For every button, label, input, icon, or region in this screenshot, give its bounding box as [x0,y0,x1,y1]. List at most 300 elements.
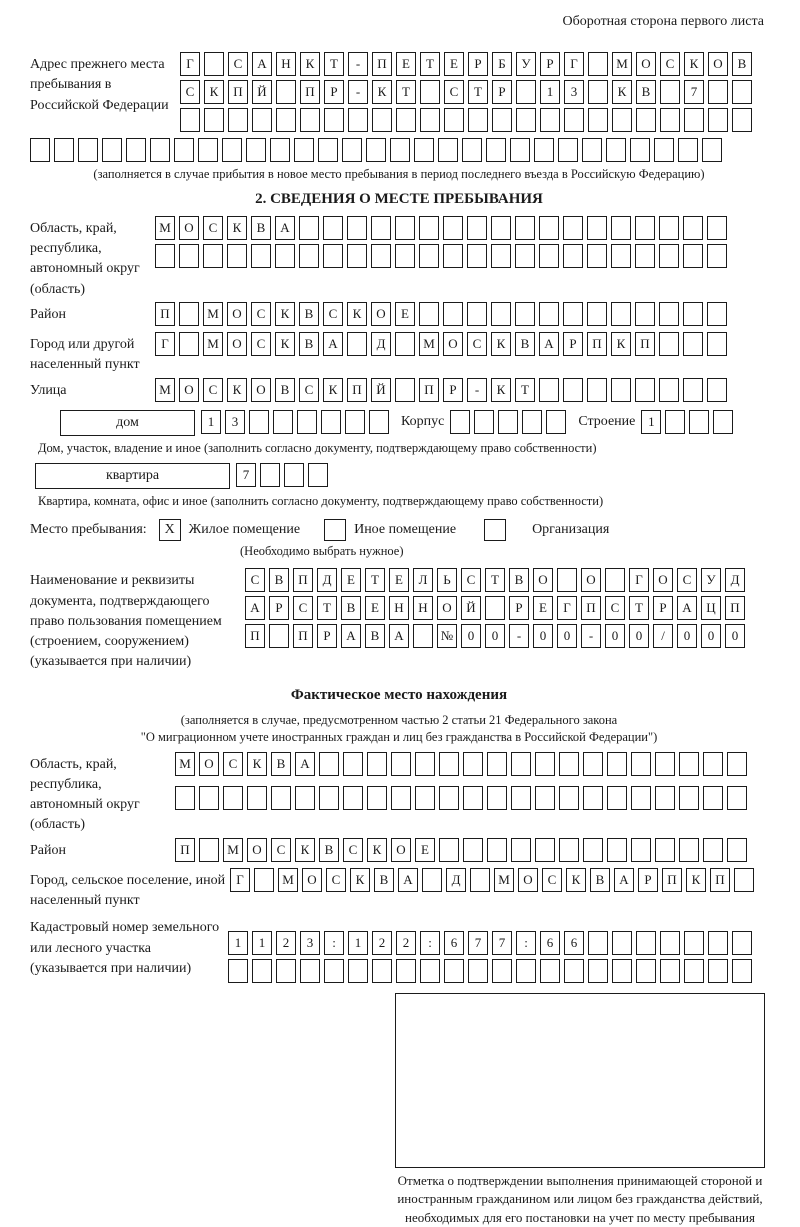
char-cell-filled[interactable]: В [732,52,752,76]
char-cell-empty[interactable] [607,838,627,862]
char-cell-filled[interactable]: В [341,596,361,620]
char-cell-filled[interactable]: М [203,332,223,356]
char-cell-filled[interactable]: К [295,838,315,862]
char-cell-empty[interactable] [419,244,439,268]
char-cell-empty[interactable] [535,786,555,810]
char-cell-empty[interactable] [611,216,631,240]
char-cell-filled[interactable]: С [605,596,625,620]
char-cell-empty[interactable] [703,838,723,862]
char-cell-empty[interactable] [324,108,344,132]
char-cell-filled[interactable]: М [155,216,175,240]
char-cell-filled[interactable]: В [275,378,295,402]
char-cell-filled[interactable]: А [252,52,272,76]
char-cell-empty[interactable] [540,959,560,983]
char-cell-empty[interactable] [587,378,607,402]
char-cell-empty[interactable] [583,786,603,810]
char-cell-empty[interactable] [708,108,728,132]
char-cell-filled[interactable]: П [581,596,601,620]
char-cell-empty[interactable] [300,959,320,983]
char-cell-empty[interactable] [611,302,631,326]
char-cell-empty[interactable] [588,80,608,104]
char-cell-empty[interactable] [587,302,607,326]
char-cell-empty[interactable] [539,216,559,240]
char-cell-empty[interactable] [707,332,727,356]
char-cell-empty[interactable] [319,786,339,810]
char-cell-filled[interactable]: Н [413,596,433,620]
char-cell-empty[interactable] [438,138,458,162]
char-cell-filled[interactable]: П [635,332,655,356]
char-cell-empty[interactable] [679,752,699,776]
char-cell-filled[interactable]: / [653,624,673,648]
char-cell-filled[interactable]: К [566,868,586,892]
char-cell-empty[interactable] [295,786,315,810]
char-cell-filled[interactable]: К [204,80,224,104]
char-cell-empty[interactable] [443,244,463,268]
stay-option-other-checkbox[interactable] [324,519,346,541]
char-cell-empty[interactable] [276,108,296,132]
char-cell-empty[interactable] [443,302,463,326]
char-cell-filled[interactable]: С [203,216,223,240]
char-cell-empty[interactable] [683,378,703,402]
char-cell-filled[interactable]: С [323,302,343,326]
char-cell-empty[interactable] [462,138,482,162]
char-cell-filled[interactable]: 6 [564,931,584,955]
char-cell-empty[interactable] [563,216,583,240]
char-cell-filled[interactable]: В [365,624,385,648]
char-cell-empty[interactable] [415,786,435,810]
char-cell-filled[interactable]: 1 [201,410,221,434]
char-cell-filled[interactable]: 2 [276,931,296,955]
char-cell-filled[interactable]: В [299,332,319,356]
char-cell-empty[interactable] [444,108,464,132]
char-cell-filled[interactable]: К [491,332,511,356]
char-cell-filled[interactable]: Г [557,596,577,620]
char-cell-empty[interactable] [318,138,338,162]
char-cell-filled[interactable]: С [223,752,243,776]
char-cell-filled[interactable]: П [347,378,367,402]
char-cell-empty[interactable] [275,244,295,268]
char-cell-empty[interactable] [391,752,411,776]
char-cell-empty[interactable] [635,302,655,326]
char-cell-empty[interactable] [539,378,559,402]
char-cell-empty[interactable] [204,108,224,132]
char-cell-empty[interactable] [487,838,507,862]
char-cell-filled[interactable]: В [251,216,271,240]
char-cell-empty[interactable] [515,244,535,268]
char-cell-filled[interactable]: О [653,568,673,592]
char-cell-filled[interactable]: Й [371,378,391,402]
char-cell-empty[interactable] [683,216,703,240]
char-cell-filled[interactable]: 1 [228,931,248,955]
char-cell-empty[interactable] [631,838,651,862]
char-cell-empty[interactable] [660,108,680,132]
char-cell-filled[interactable]: П [587,332,607,356]
char-cell-empty[interactable] [319,752,339,776]
char-cell-empty[interactable] [271,786,291,810]
char-cell-empty[interactable] [439,786,459,810]
char-cell-filled[interactable]: Б [492,52,512,76]
char-cell-empty[interactable] [510,138,530,162]
char-cell-filled[interactable]: О [227,332,247,356]
char-cell-empty[interactable] [299,244,319,268]
char-cell-empty[interactable] [284,463,304,487]
char-cell-empty[interactable] [563,244,583,268]
char-cell-empty[interactable] [563,302,583,326]
char-cell-filled[interactable]: Г [564,52,584,76]
char-cell-filled[interactable]: - [581,624,601,648]
char-cell-filled[interactable]: Р [468,52,488,76]
char-cell-empty[interactable] [732,108,752,132]
char-cell-empty[interactable] [222,138,242,162]
char-cell-filled[interactable]: А [677,596,697,620]
char-cell-filled[interactable]: О [179,216,199,240]
char-cell-filled[interactable]: Л [413,568,433,592]
char-cell-empty[interactable] [419,216,439,240]
char-cell-empty[interactable] [588,108,608,132]
char-cell-empty[interactable] [606,138,626,162]
char-cell-empty[interactable] [467,302,487,326]
char-cell-empty[interactable] [439,752,459,776]
char-cell-filled[interactable]: А [539,332,559,356]
char-cell-empty[interactable] [223,786,243,810]
char-cell-empty[interactable] [198,138,218,162]
char-cell-empty[interactable] [485,596,505,620]
char-cell-empty[interactable] [247,786,267,810]
char-cell-filled[interactable]: Р [269,596,289,620]
char-cell-filled[interactable]: 0 [557,624,577,648]
char-cell-filled[interactable]: Н [389,596,409,620]
char-cell-empty[interactable] [492,108,512,132]
char-cell-filled[interactable]: С [542,868,562,892]
char-cell-empty[interactable] [180,108,200,132]
char-cell-empty[interactable] [630,138,650,162]
char-cell-empty[interactable] [395,216,415,240]
char-cell-empty[interactable] [539,302,559,326]
char-cell-empty[interactable] [367,786,387,810]
char-cell-filled[interactable]: Е [396,52,416,76]
char-cell-filled[interactable]: С [343,838,363,862]
char-cell-filled[interactable]: 1 [252,931,272,955]
char-cell-filled[interactable]: Р [509,596,529,620]
char-cell-empty[interactable] [443,216,463,240]
char-cell-empty[interactable] [665,410,685,434]
char-cell-empty[interactable] [199,786,219,810]
char-cell-filled[interactable]: Д [317,568,337,592]
char-cell-empty[interactable] [660,80,680,104]
char-cell-empty[interactable] [635,216,655,240]
char-cell-filled[interactable]: П [175,838,195,862]
char-cell-empty[interactable] [204,52,224,76]
char-cell-empty[interactable] [707,378,727,402]
char-cell-filled[interactable]: 1 [641,410,661,434]
char-cell-empty[interactable] [612,108,632,132]
char-cell-filled[interactable]: 0 [485,624,505,648]
char-cell-filled[interactable]: С [660,52,680,76]
char-cell-empty[interactable] [179,302,199,326]
char-cell-empty[interactable] [498,410,518,434]
char-cell-filled[interactable]: Т [317,596,337,620]
char-cell-filled[interactable]: Г [180,52,200,76]
char-cell-empty[interactable] [321,410,341,434]
char-cell-filled[interactable]: 7 [684,80,704,104]
char-cell-empty[interactable] [655,838,675,862]
char-cell-filled[interactable]: О [708,52,728,76]
char-cell-empty[interactable] [583,838,603,862]
char-cell-filled[interactable]: О [199,752,219,776]
char-cell-empty[interactable] [611,244,631,268]
char-cell-empty[interactable] [607,786,627,810]
char-cell-filled[interactable]: Т [324,52,344,76]
char-cell-empty[interactable] [702,138,722,162]
char-cell-empty[interactable] [683,244,703,268]
char-cell-empty[interactable] [395,244,415,268]
char-cell-filled[interactable]: О [443,332,463,356]
char-cell-empty[interactable] [607,752,627,776]
char-cell-filled[interactable]: О [371,302,391,326]
char-cell-filled[interactable]: С [467,332,487,356]
char-cell-filled[interactable]: Г [230,868,250,892]
char-cell-empty[interactable] [174,138,194,162]
char-cell-filled[interactable]: П [725,596,745,620]
char-cell-filled[interactable]: К [227,216,247,240]
char-cell-filled[interactable]: М [612,52,632,76]
char-cell-empty[interactable] [276,959,296,983]
char-cell-filled[interactable]: О [302,868,322,892]
char-cell-filled[interactable]: О [636,52,656,76]
char-cell-empty[interactable] [546,410,566,434]
char-cell-filled[interactable]: К [611,332,631,356]
char-cell-empty[interactable] [511,786,531,810]
char-cell-empty[interactable] [413,624,433,648]
char-cell-empty[interactable] [522,410,542,434]
char-cell-filled[interactable]: В [299,302,319,326]
char-cell-filled[interactable]: М [155,378,175,402]
char-cell-empty[interactable] [371,244,391,268]
char-cell-filled[interactable]: 7 [492,931,512,955]
char-cell-filled[interactable]: М [203,302,223,326]
char-cell-filled[interactable]: С [180,80,200,104]
char-cell-empty[interactable] [655,752,675,776]
char-cell-empty[interactable] [199,838,219,862]
char-cell-empty[interactable] [707,302,727,326]
char-cell-empty[interactable] [439,838,459,862]
char-cell-empty[interactable] [269,624,289,648]
char-cell-empty[interactable] [635,244,655,268]
char-cell-filled[interactable]: П [372,52,392,76]
char-cell-empty[interactable] [679,786,699,810]
char-cell-filled[interactable]: В [271,752,291,776]
char-cell-filled[interactable]: - [348,80,368,104]
char-cell-filled[interactable]: П [710,868,730,892]
char-cell-filled[interactable]: О [518,868,538,892]
char-cell-filled[interactable]: П [293,624,313,648]
char-cell-empty[interactable] [678,138,698,162]
char-cell-filled[interactable]: П [293,568,313,592]
char-cell-filled[interactable]: С [299,378,319,402]
char-cell-empty[interactable] [324,959,344,983]
char-cell-empty[interactable] [660,931,680,955]
char-cell-filled[interactable]: О [581,568,601,592]
char-cell-empty[interactable] [203,244,223,268]
char-cell-empty[interactable] [588,931,608,955]
char-cell-filled[interactable]: С [271,838,291,862]
char-cell-empty[interactable] [631,786,651,810]
char-cell-empty[interactable] [467,244,487,268]
char-cell-empty[interactable] [323,216,343,240]
char-cell-filled[interactable]: Е [533,596,553,620]
char-cell-filled[interactable]: Е [395,302,415,326]
char-cell-empty[interactable] [228,959,248,983]
char-cell-empty[interactable] [492,959,512,983]
char-cell-empty[interactable] [249,410,269,434]
char-cell-filled[interactable]: К [491,378,511,402]
char-cell-filled[interactable]: О [227,302,247,326]
char-cell-empty[interactable] [323,244,343,268]
char-cell-empty[interactable] [347,216,367,240]
char-cell-filled[interactable]: О [251,378,271,402]
char-cell-filled[interactable]: Р [540,52,560,76]
char-cell-filled[interactable]: М [494,868,514,892]
char-cell-empty[interactable] [732,80,752,104]
stay-option-residential-checkbox[interactable]: X [159,519,181,541]
char-cell-filled[interactable]: : [420,931,440,955]
char-cell-filled[interactable]: Ь [437,568,457,592]
char-cell-empty[interactable] [372,959,392,983]
char-cell-empty[interactable] [179,244,199,268]
char-cell-filled[interactable]: 6 [444,931,464,955]
char-cell-empty[interactable] [636,931,656,955]
char-cell-filled[interactable]: К [300,52,320,76]
char-cell-empty[interactable] [684,959,704,983]
char-cell-empty[interactable] [348,959,368,983]
char-cell-filled[interactable]: А [245,596,265,620]
char-cell-empty[interactable] [468,959,488,983]
char-cell-empty[interactable] [419,302,439,326]
char-cell-empty[interactable] [420,108,440,132]
char-cell-filled[interactable]: Д [371,332,391,356]
char-cell-empty[interactable] [491,244,511,268]
char-cell-filled[interactable]: 2 [396,931,416,955]
char-cell-empty[interactable] [703,752,723,776]
char-cell-empty[interactable] [54,138,74,162]
char-cell-empty[interactable] [422,868,442,892]
char-cell-empty[interactable] [486,138,506,162]
char-cell-empty[interactable] [588,52,608,76]
char-cell-empty[interactable] [179,332,199,356]
char-cell-filled[interactable]: 3 [564,80,584,104]
char-cell-empty[interactable] [540,108,560,132]
char-cell-filled[interactable]: О [247,838,267,862]
char-cell-filled[interactable]: А [295,752,315,776]
char-cell-empty[interactable] [102,138,122,162]
char-cell-empty[interactable] [631,752,651,776]
char-cell-empty[interactable] [467,216,487,240]
char-cell-empty[interactable] [463,838,483,862]
char-cell-filled[interactable]: А [341,624,361,648]
char-cell-empty[interactable] [347,332,367,356]
char-cell-filled[interactable]: П [300,80,320,104]
char-cell-empty[interactable] [660,959,680,983]
char-cell-empty[interactable] [297,410,317,434]
char-cell-filled[interactable]: Д [446,868,466,892]
char-cell-filled[interactable]: 0 [533,624,553,648]
char-cell-empty[interactable] [415,752,435,776]
char-cell-empty[interactable] [727,786,747,810]
char-cell-filled[interactable]: : [516,931,536,955]
char-cell-filled[interactable]: К [275,332,295,356]
char-cell-empty[interactable] [369,410,389,434]
char-cell-filled[interactable]: Р [324,80,344,104]
char-cell-filled[interactable]: М [175,752,195,776]
char-cell-filled[interactable]: 0 [701,624,721,648]
char-cell-filled[interactable]: К [367,838,387,862]
char-cell-filled[interactable]: А [389,624,409,648]
char-cell-empty[interactable] [539,244,559,268]
char-cell-filled[interactable]: : [324,931,344,955]
char-cell-filled[interactable]: Ц [701,596,721,620]
char-cell-empty[interactable] [679,838,699,862]
char-cell-filled[interactable]: Й [461,596,481,620]
char-cell-filled[interactable]: Е [415,838,435,862]
char-cell-filled[interactable]: 1 [540,80,560,104]
char-cell-filled[interactable]: - [509,624,529,648]
char-cell-filled[interactable]: А [398,868,418,892]
char-cell-empty[interactable] [659,378,679,402]
char-cell-filled[interactable]: 0 [725,624,745,648]
char-cell-filled[interactable]: Р [317,624,337,648]
char-cell-empty[interactable] [251,244,271,268]
char-cell-empty[interactable] [246,138,266,162]
char-cell-filled[interactable]: 7 [468,931,488,955]
char-cell-filled[interactable]: К [372,80,392,104]
char-cell-filled[interactable]: В [515,332,535,356]
char-cell-empty[interactable] [559,752,579,776]
char-cell-empty[interactable] [558,138,578,162]
char-cell-empty[interactable] [564,959,584,983]
char-cell-empty[interactable] [563,378,583,402]
char-cell-filled[interactable]: С [461,568,481,592]
char-cell-empty[interactable] [659,216,679,240]
char-cell-empty[interactable] [270,138,290,162]
char-cell-empty[interactable] [612,959,632,983]
char-cell-empty[interactable] [583,752,603,776]
char-cell-empty[interactable] [470,868,490,892]
char-cell-empty[interactable] [612,931,632,955]
char-cell-empty[interactable] [708,959,728,983]
char-cell-filled[interactable]: М [278,868,298,892]
char-cell-empty[interactable] [345,410,365,434]
char-cell-empty[interactable] [126,138,146,162]
char-cell-empty[interactable] [636,959,656,983]
char-cell-filled[interactable]: В [319,838,339,862]
char-cell-empty[interactable] [342,138,362,162]
char-cell-empty[interactable] [684,108,704,132]
char-cell-filled[interactable]: В [509,568,529,592]
char-cell-empty[interactable] [308,463,328,487]
char-cell-empty[interactable] [535,752,555,776]
char-cell-empty[interactable] [703,786,723,810]
char-cell-filled[interactable]: С [326,868,346,892]
stay-option-organization-checkbox[interactable] [484,519,506,541]
char-cell-filled[interactable]: В [590,868,610,892]
char-cell-empty[interactable] [516,959,536,983]
char-cell-filled[interactable]: Е [341,568,361,592]
char-cell-empty[interactable] [635,378,655,402]
char-cell-filled[interactable]: П [419,378,439,402]
char-cell-filled[interactable]: У [701,568,721,592]
char-cell-empty[interactable] [450,410,470,434]
char-cell-filled[interactable]: С [251,332,271,356]
